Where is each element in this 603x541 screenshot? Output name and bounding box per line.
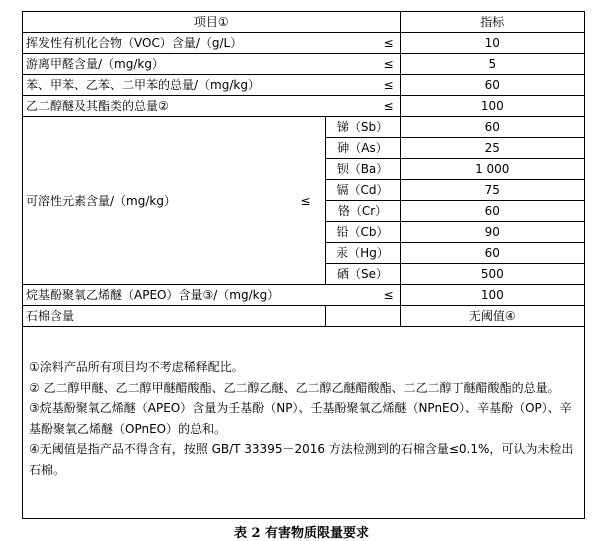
le-symbol: ≤ — [383, 99, 394, 113]
row-label-text: 乙二醇醚及其酯类的总量② — [26, 99, 169, 113]
table-row — [23, 33, 584, 54]
element-name: 汞（Hg） — [325, 243, 400, 264]
element-value: 60 — [400, 243, 584, 264]
table-row — [23, 306, 584, 327]
table-row — [23, 285, 584, 306]
soluble-label — [23, 117, 325, 285]
element-value: 500 — [400, 264, 584, 285]
element-value: 25 — [400, 138, 584, 159]
element-name: 砷（As） — [325, 138, 400, 159]
element-value: 60 — [400, 201, 584, 222]
asbestos-empty-cell — [325, 306, 400, 327]
row-label-text: 苯、甲苯、乙苯、二甲苯的总量/（mg/kg） — [26, 78, 260, 92]
le-symbol: ≤ — [383, 288, 394, 302]
element-value: 90 — [400, 222, 584, 243]
header-item: 项目① — [23, 12, 400, 33]
limits-table — [23, 12, 584, 327]
row-label-text: 游离甲醛含量/（mg/kg） — [26, 57, 164, 71]
table-row — [23, 117, 584, 138]
apeo-label-text: 烷基酚聚氧乙烯醚（APEO）含量③/（mg/kg） — [26, 288, 280, 302]
le-symbol: ≤ — [300, 193, 311, 208]
row-label — [23, 33, 400, 54]
apeo-label — [23, 285, 400, 306]
table-header-row — [23, 12, 584, 33]
row-label — [23, 96, 400, 117]
table-row — [23, 54, 584, 75]
table-notes — [29, 357, 577, 480]
asbestos-label: 石棉含量 — [23, 306, 325, 327]
element-name: 铬（Cr） — [325, 201, 400, 222]
asbestos-value: 无阈值④ — [400, 306, 584, 327]
element-name: 镉（Cd） — [325, 180, 400, 201]
element-name: 钡（Ba） — [325, 159, 400, 180]
note-3: ③烷基酚聚氧乙烯醚（APEO）含量为壬基酚（NP）、壬基酚聚氧乙烯醚（NPnEO）、辛基酚（OP）、辛基酚聚氧乙烯醚（OPnEO）的总和。 — [29, 401, 572, 436]
note-1: ①涂料产品所有项目均不考虑稀释配比。 — [29, 360, 244, 374]
element-value: 1 000 — [400, 159, 584, 180]
element-name: 硒（Se） — [325, 264, 400, 285]
row-value: 100 — [400, 96, 584, 117]
element-name: 锑（Sb） — [325, 117, 400, 138]
row-value: 5 — [400, 54, 584, 75]
row-label — [23, 75, 400, 96]
header-value: 指标 — [400, 12, 584, 33]
note-2: ② 乙二醇甲醚、乙二醇甲醚醋酸酯、乙二醇乙醚、乙二醇乙醚醋酸酯、二乙二醇丁醚醋酸酯的总量。 — [29, 380, 560, 395]
row-value: 60 — [400, 75, 584, 96]
apeo-value: 100 — [400, 285, 584, 306]
soluble-label-text: 可溶性元素含量/（mg/kg） — [26, 193, 176, 208]
table-row — [23, 96, 584, 117]
row-label — [23, 54, 400, 75]
table-frame — [22, 11, 585, 519]
element-name: 铅（Cb） — [325, 222, 400, 243]
le-symbol: ≤ — [383, 36, 394, 50]
table-caption: 表 2 有害物质限量要求 — [233, 526, 370, 541]
table-row — [23, 75, 584, 96]
note-4: ④无阈值是指产品不得含有，按照 GB/T 33395－2016 方法检测到的石棉含量≤0.1%，可认为未检出石棉。 — [29, 442, 574, 477]
element-value: 75 — [400, 180, 584, 201]
le-symbol: ≤ — [383, 78, 394, 92]
element-value: 60 — [400, 117, 584, 138]
row-value: 10 — [400, 33, 584, 54]
row-label-text: 挥发性有机化合物（VOC）含量/（g/L） — [26, 36, 243, 50]
le-symbol: ≤ — [383, 57, 394, 71]
